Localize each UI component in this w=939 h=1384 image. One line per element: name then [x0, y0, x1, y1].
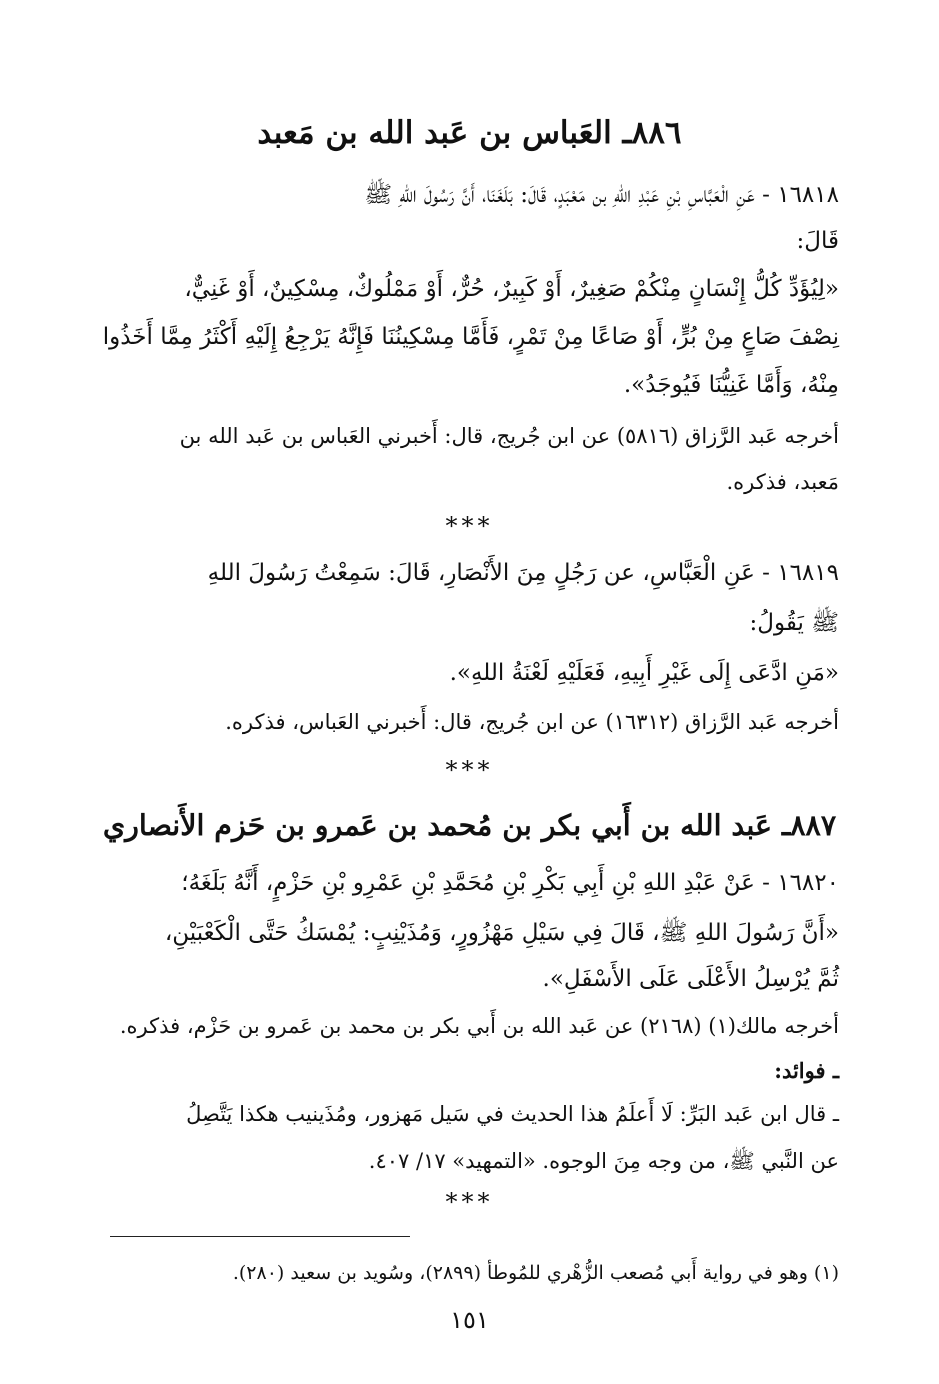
hadith-16819-source: أخرجه عَبد الرَّزاق (١٦٣١٢) عن ابن جُريج، قال: أَخبرني العَباس، فذكره.: [225, 710, 839, 734]
hadith-16820-source: أخرجه مالك(١) (٢١٦٨) عن عَبد الله بن أَبي بكر بن محمد بن عَمرو بن حَزْم، فذكره.: [119, 1014, 839, 1038]
fawaid-heading: ـ فوائد:: [774, 1058, 839, 1083]
benefits-note-line-1: ـ قال ابن عَبد البَرِّ: لَا أَعلَمُ هذا الحديث في سَيل مَهزور، ومُذَينيب هكذا يَتَّصِلُ: [186, 1102, 839, 1126]
hadith-16818-line-4: نِصْفَ صَاعٍ مِنْ بُرٍّ، أَوْ صَاعًا مِنْ تَمْرٍ، فَأَمَّا مِسْكِينُنَا فَإِنَّهُ يَرْجِعُ إِلَيْهِ أَكْثَرُ مِمَّا أَخَذُوا: [102, 324, 839, 350]
hadith-16818-line-1: ١٦٨١٨ - عَنِ الْعَبَّاسِ بْنِ عَبْدِ اللهِ بن مَعْبَدٍ، قَالَ: بَلَغَنَا، أَنَّ رَسُولَ اللهِ ﷺ: [364, 182, 839, 208]
footnote-1: (١) وهو في رواية أَبي مُصعب الزُّهْري للمُوطأ (٢٨٩٩)، وسُويد بن سعيد (٢٨٠).: [232, 1262, 839, 1284]
hadith-16819-line-1: ١٦٨١٩ - عَنِ الْعَبَّاسِ، عن رَجُلٍ مِنَ الأَنْصَارِ، قَالَ: سَمِعْتُ رَسُولَ اللهِ: [207, 560, 839, 586]
hadith-16818-line-2: قَالَ:: [796, 228, 839, 254]
page-number: ١٥١: [450, 1306, 489, 1334]
chapter-heading-886: ٨٨٦ـ العَباس بن عَبد الله بن مَعبد: [257, 115, 682, 151]
hadith-16818-line-3: «لِيُؤَدِّ كُلُّ إِنْسَانٍ مِنْكُمْ صَغِيرٌ، أَوْ كَبِيرٌ، حُرٌّ، أَوْ مَمْلُوكٌ، مِسْكِينٌ، أَوْ غَنِيٌّ،: [184, 276, 839, 302]
hadith-16819-line-3: «مَنِ ادَّعَى إِلَى غَيْرِ أَبِيهِ، فَعَلَيْهِ لَعْنَةُ اللهِ».: [449, 660, 839, 686]
section-separator: ***: [445, 1188, 494, 1216]
hadith-16820-line-2: «أَنَّ رَسُولَ اللهِ ﷺ، قَالَ فِي سَيْلِ مَهْزُورٍ، وَمُذَيْنِبٍ: يُمْسَكُ حَتَّى الْكَعْبَيْنِ،: [164, 920, 839, 946]
hadith-16819-line-2: ﷺ يَقُولُ:: [749, 610, 839, 636]
section-separator: ***: [445, 756, 494, 784]
footnote-divider: [110, 1236, 410, 1237]
chapter-heading-887: ٨٨٧ـ عَبد الله بن أَبي بكر بن مُحمد بن عَمرو بن حَزم الأَنصاري: [102, 808, 837, 842]
section-separator: ***: [445, 512, 494, 540]
hadith-16820-line-3: ثُمَّ يُرْسِلُ الأَعْلَى عَلَى الأَسْفَلِ».: [542, 966, 839, 992]
hadith-16820-line-1: ١٦٨٢٠ - عَنْ عَبْدِ اللهِ بْنِ أَبِي بَكْرِ بْنِ مُحَمَّدِ بْنِ عَمْرِو بْنِ حَزْمٍ، أَنَّهُ بَلَغَهُ؛: [181, 870, 839, 896]
hadith-16818-line-5: مِنْهُ، وَأَمَّا غَنِيُّنَا فَيُوجَدُ».: [623, 372, 839, 398]
hadith-16818-source-2: مَعبد، فذكره.: [726, 470, 839, 494]
benefits-note-line-2: عن النَّبي ﷺ، من وجه مِنَ الوجوه. «التمهيد» ١٧/ ٤٠٧.: [368, 1149, 839, 1173]
hadith-16818-source-1: أخرجه عَبد الرَّزاق (٥٨١٦) عن ابن جُريج، قال: أَخبرني العَباس بن عَبد الله بن: [179, 424, 839, 448]
